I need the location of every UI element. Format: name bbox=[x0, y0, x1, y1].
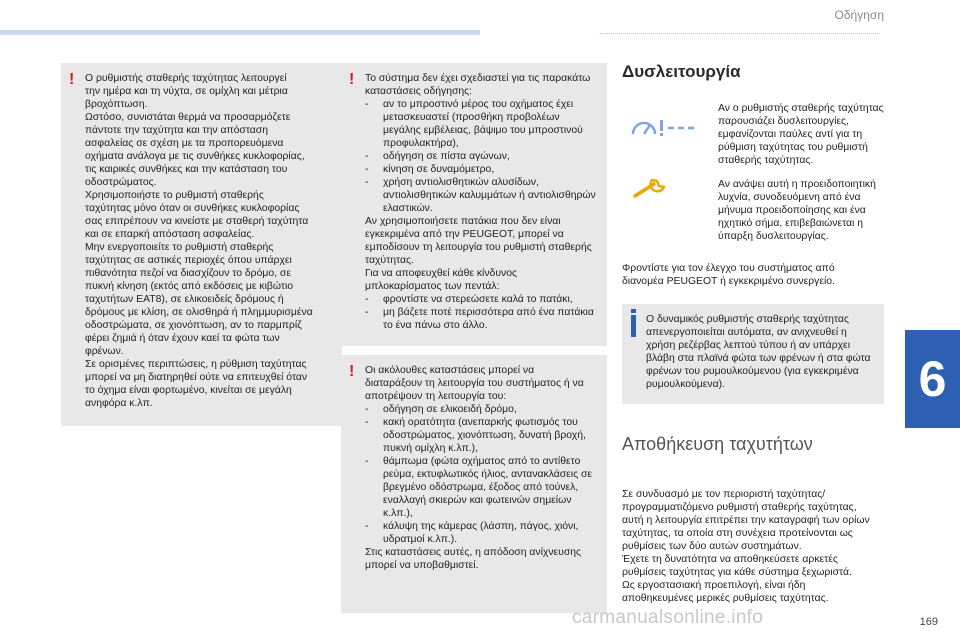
text-line: πάντοτε την ταχύτητα και την απόσταση bbox=[85, 125, 268, 136]
list-item: - κίνηση σε δυναμόμετρο, bbox=[365, 163, 597, 176]
warning-exclamation-icon: ! bbox=[69, 71, 75, 88]
text-line: Για να αποφευχθεί κάθε κίνδυνος bbox=[365, 268, 518, 279]
text-line: Αν ανάψει αυτή η προειδοποιητική bbox=[718, 179, 876, 190]
list-item: - οδήγηση σε πίστα αγώνων, bbox=[365, 150, 597, 163]
text-line: ρύθμιση ταχύτητας του ρυθμιστή bbox=[718, 142, 868, 153]
text-line: τις καιρικές συνθήκες και την κατάσταση του bbox=[85, 164, 288, 175]
text-line: δρόμους με κλίση, σε ολισθηρά ή πλημμυρισμένα bbox=[85, 307, 313, 318]
text-line: εμφανίζονται παύλες αντί για τη bbox=[718, 129, 863, 140]
list-item: - αν το μπροστινό μέρος του οχήματος έχει μετασκευαστεί (προσθήκη προβολέων μεγάλης εμβέλειας, βάψιμο του μπροστινού προφυλακτήρα), bbox=[365, 98, 597, 150]
warning-exclamation-icon: ! bbox=[349, 363, 355, 380]
malfunction-check-text bbox=[622, 262, 892, 288]
text-line: πυκνή κίνηση (εκτός από εκδόσεις με κιβώτιο bbox=[85, 281, 294, 292]
text-line: αυτή η λειτουργία επιτρέπει την καταγραφή των ορίων bbox=[622, 515, 870, 526]
warning-box-unsuitable-situations bbox=[341, 63, 607, 346]
text-line: Ο ρυθμιστής σταθερής ταχύτητας λειτουργεί bbox=[85, 73, 287, 84]
text-line: ρυμουλκούμενα). bbox=[646, 379, 725, 390]
text-line: ασφαλείας σε σχέση με τα προπορευόμενα bbox=[85, 138, 284, 149]
warning-intro bbox=[365, 364, 597, 403]
text-line: μπορεί να μη διατηρηθεί ούτε να επιτευχθεί όταν bbox=[85, 372, 308, 383]
chapter-tab bbox=[905, 330, 960, 428]
warning-intro bbox=[365, 72, 597, 98]
text-line: εγκεκριμένα από την PEUGEOT, μπορεί να bbox=[365, 229, 564, 240]
text-line: Έχετε τη δυνατότητα να αποθηκεύσετε αρκετές bbox=[622, 554, 838, 565]
warning-box-cruise-usage bbox=[61, 63, 342, 426]
list-item: - μη βάζετε ποτέ περισσότερα από ένα πατάκια το ένα πάνω στο άλλο. bbox=[365, 306, 597, 332]
text-line: ύπαρξη δυσλειτουργίας. bbox=[718, 231, 829, 242]
list-item: - χρήση αντιολισθητικών αλυσίδων, αντιολισθητικών καλυμμάτων ή αντιολισθηρών ελαστικών. bbox=[365, 176, 597, 215]
text-line: ταχυτήτων EAT8), σε ελικοειδείς δρόμους ή bbox=[85, 294, 284, 305]
text-line: πιθανότητα πεζοί να διασχίζουν το δρόμο, σε bbox=[85, 268, 291, 279]
text-line: φρένων. bbox=[85, 346, 124, 357]
text-line: το όχημα είναι φορτωμένο, κινείται σε μεγάλη bbox=[85, 385, 292, 396]
page-header-title: Οδήγηση bbox=[834, 8, 884, 22]
info-box-auto-deactivation bbox=[622, 304, 884, 404]
text-line: σταθερής ταχύτητας. bbox=[718, 155, 814, 166]
text-line: την ημέρα και τη νύχτα, σε ομίχλη και μέτρια bbox=[85, 86, 288, 97]
text-line: λυχνία, συνοδευόμενη από ένα bbox=[718, 192, 861, 203]
top-color-bar bbox=[0, 30, 480, 35]
text-line: ταχύτητας. bbox=[365, 255, 414, 266]
text-line: αποθηκευμένες μερικές ρυθμίσεις ταχύτητας. bbox=[622, 593, 829, 604]
chapter-number: 6 bbox=[918, 351, 947, 407]
warning-list bbox=[365, 98, 597, 215]
section-title-malfunction: Δυσλειτουργία bbox=[622, 62, 741, 81]
text-line: Το σύστημα δεν έχει σχεδιαστεί για τις παρακάτω bbox=[365, 73, 591, 84]
text-line: εμποδίσουν τη λειτουργία του ρυθμιστή σταθερής bbox=[365, 242, 592, 253]
list-item: - κακή ορατότητα (ανεπαρκής φωτισμός του οδοστρώματος, χιονόπτωση, δυνατή βροχή, πυκνή ομίχλη κ.λπ.), bbox=[365, 416, 597, 455]
text-line: προγραμματιζόμενο ρυθμιστή σταθερής ταχύτητας, bbox=[622, 502, 857, 513]
warning-outro bbox=[365, 215, 597, 293]
warning-box-disturbances bbox=[341, 355, 607, 613]
header-divider bbox=[600, 33, 880, 34]
text-line: οδοστρώματος. bbox=[85, 177, 157, 188]
text-line: διανομέα PEUGEOT ή εγκεκριμένο συνεργείο. bbox=[622, 276, 835, 287]
list-item: - οδήγηση σε ελικοειδή δρόμο, bbox=[365, 403, 597, 416]
text-line: Σε συνδυασμό με τον περιοριστή ταχύτητας/ bbox=[622, 489, 826, 500]
text-line: αποτρέψουν τη λειτουργία του: bbox=[365, 391, 507, 402]
text-line: Αν ο ρυθμιστής σταθερής ταχύτητας bbox=[718, 103, 884, 114]
text-line: Σε ορισμένες περιπτώσεις, η ρύθμιση ταχύτητας bbox=[85, 359, 307, 370]
text-line: ρυθμίσεις ταχύτητας για κάθε σύστημα ξεχωριστά. bbox=[622, 567, 852, 578]
text-line: οχήματα ανάλογα με τις συνθήκες κυκλοφορίας, bbox=[85, 151, 305, 162]
text-line: απενεργοποιείται αυτόματα, αν ανιχνευθεί η bbox=[646, 327, 847, 338]
text-line: Στις καταστάσεις αυτές, η απόδοση ανίχνευσης bbox=[365, 547, 582, 558]
warning-exclamation-icon: ! bbox=[349, 71, 355, 88]
text-line: ταχύτητας, τα οποία στη συνέχεια προτείνονται ως bbox=[622, 528, 853, 539]
text-line: Φροντίστε για τον έλεγχο του συστήματος από bbox=[622, 263, 835, 274]
speed-dashes-icon bbox=[628, 114, 700, 143]
text-line: ταχύτητας σε αστικές περιοχές όπου υπάρχει bbox=[85, 255, 292, 266]
warning-text bbox=[85, 72, 332, 410]
text-line: ρυθμίσεις των δύο αυτών συστημάτων. bbox=[622, 541, 802, 552]
page-number: 169 bbox=[919, 616, 938, 628]
text-line: βροχόπτωση. bbox=[85, 99, 148, 110]
list-item: - φροντίστε να στερεώσετε καλά το πατάκι, bbox=[365, 293, 597, 306]
section-title-memorize: Αποθήκευση ταχυτήτων bbox=[622, 434, 813, 454]
memorize-text bbox=[622, 488, 892, 605]
text-line: βλάβη στα πλαϊνά φώτα των φρένων ή στα φώτα bbox=[646, 353, 871, 364]
text-line: Μην ενεργοποιείτε το ρυθμιστή σταθερής bbox=[85, 242, 274, 253]
text-line: και σε επαρκή απόσταση ασφαλείας. bbox=[85, 229, 255, 240]
text-line: παρουσιάζει δυσλειτουργίες, bbox=[718, 116, 849, 127]
warning-outro bbox=[365, 546, 597, 572]
warning-list bbox=[365, 403, 597, 546]
warning-list-pedals bbox=[365, 293, 597, 332]
text-line: Οι ακόλουθες καταστάσεις μπορεί να bbox=[365, 365, 535, 376]
text-line: οδοστρώματα, σε χιονόπτωση, αν το παρμπρίζ bbox=[85, 320, 302, 331]
text-line: ηχητικό σήμα, επιβεβαιώνεται η bbox=[718, 218, 864, 229]
text-line: διαταράξουν τη λειτουργία του συστήματος ή να bbox=[365, 378, 584, 389]
text-line: χρήση ρεζέρβας λεπτού τύπου ή αν υπάρχει bbox=[646, 340, 850, 351]
text-line: Αν χρησιμοποιήσετε πατάκια που δεν είναι bbox=[365, 216, 561, 227]
wrench-icon bbox=[632, 176, 670, 205]
text-line: Ο δυναμικός ρυθμιστής σταθερής ταχύτητας bbox=[646, 314, 849, 325]
info-text bbox=[646, 313, 874, 391]
text-line: φρένων του ρυμουλκούμενου (για εγκεκριμένα bbox=[646, 366, 859, 377]
text-line: σας επιτρέπουν να κινείστε με σταθερή ταχύτητα bbox=[85, 216, 309, 227]
list-item: - κάλυψη της κάμερας (λάσπη, πάγος, χιόνι, υδρατμοί κ.λπ.). bbox=[365, 520, 597, 546]
watermark: carmanualsonline.info bbox=[572, 607, 764, 628]
text-line: Ως εργοστασιακή προεπιλογή, είναι ήδη bbox=[622, 580, 806, 591]
text-line: Ωστόσο, συνιστάται θερμά να προσαρμόζετε bbox=[85, 112, 291, 123]
text-line: καταστάσεις οδήγησης: bbox=[365, 86, 473, 97]
info-icon bbox=[631, 315, 636, 337]
malfunction-warning-lamp-text bbox=[718, 178, 888, 243]
text-line: μπλοκαρίσματος των πεντάλ: bbox=[365, 281, 500, 292]
text-line: φέρει ζημιά ή όταν έχουν καεί τα φώτα των bbox=[85, 333, 280, 344]
text-line: μήνυμα προειδοποίησης και ένα bbox=[718, 205, 866, 216]
text-line: μπορεί να υποβαθμιστεί. bbox=[365, 560, 479, 571]
text-line: Χρησιμοποιήστε το ρυθμιστή σταθερής bbox=[85, 190, 264, 201]
list-item: - θάμπωμα (φώτα οχήματος από το αντίθετο ρεύμα, εκτυφλωτικός ήλιος, αντανακλάσεις σε βρεγμένο οδόστρωμα, έξοδος από τούνελ, εναλλαγή σκιερών και φωτεινών σημείων κ.λπ.), bbox=[365, 455, 597, 520]
text-line: ανηφόρα κ.λπ. bbox=[85, 398, 153, 409]
text-line: ταχύτητας μόνο όταν οι συνθήκες κυκλοφορίας bbox=[85, 203, 300, 214]
malfunction-dashes-text bbox=[718, 102, 888, 167]
